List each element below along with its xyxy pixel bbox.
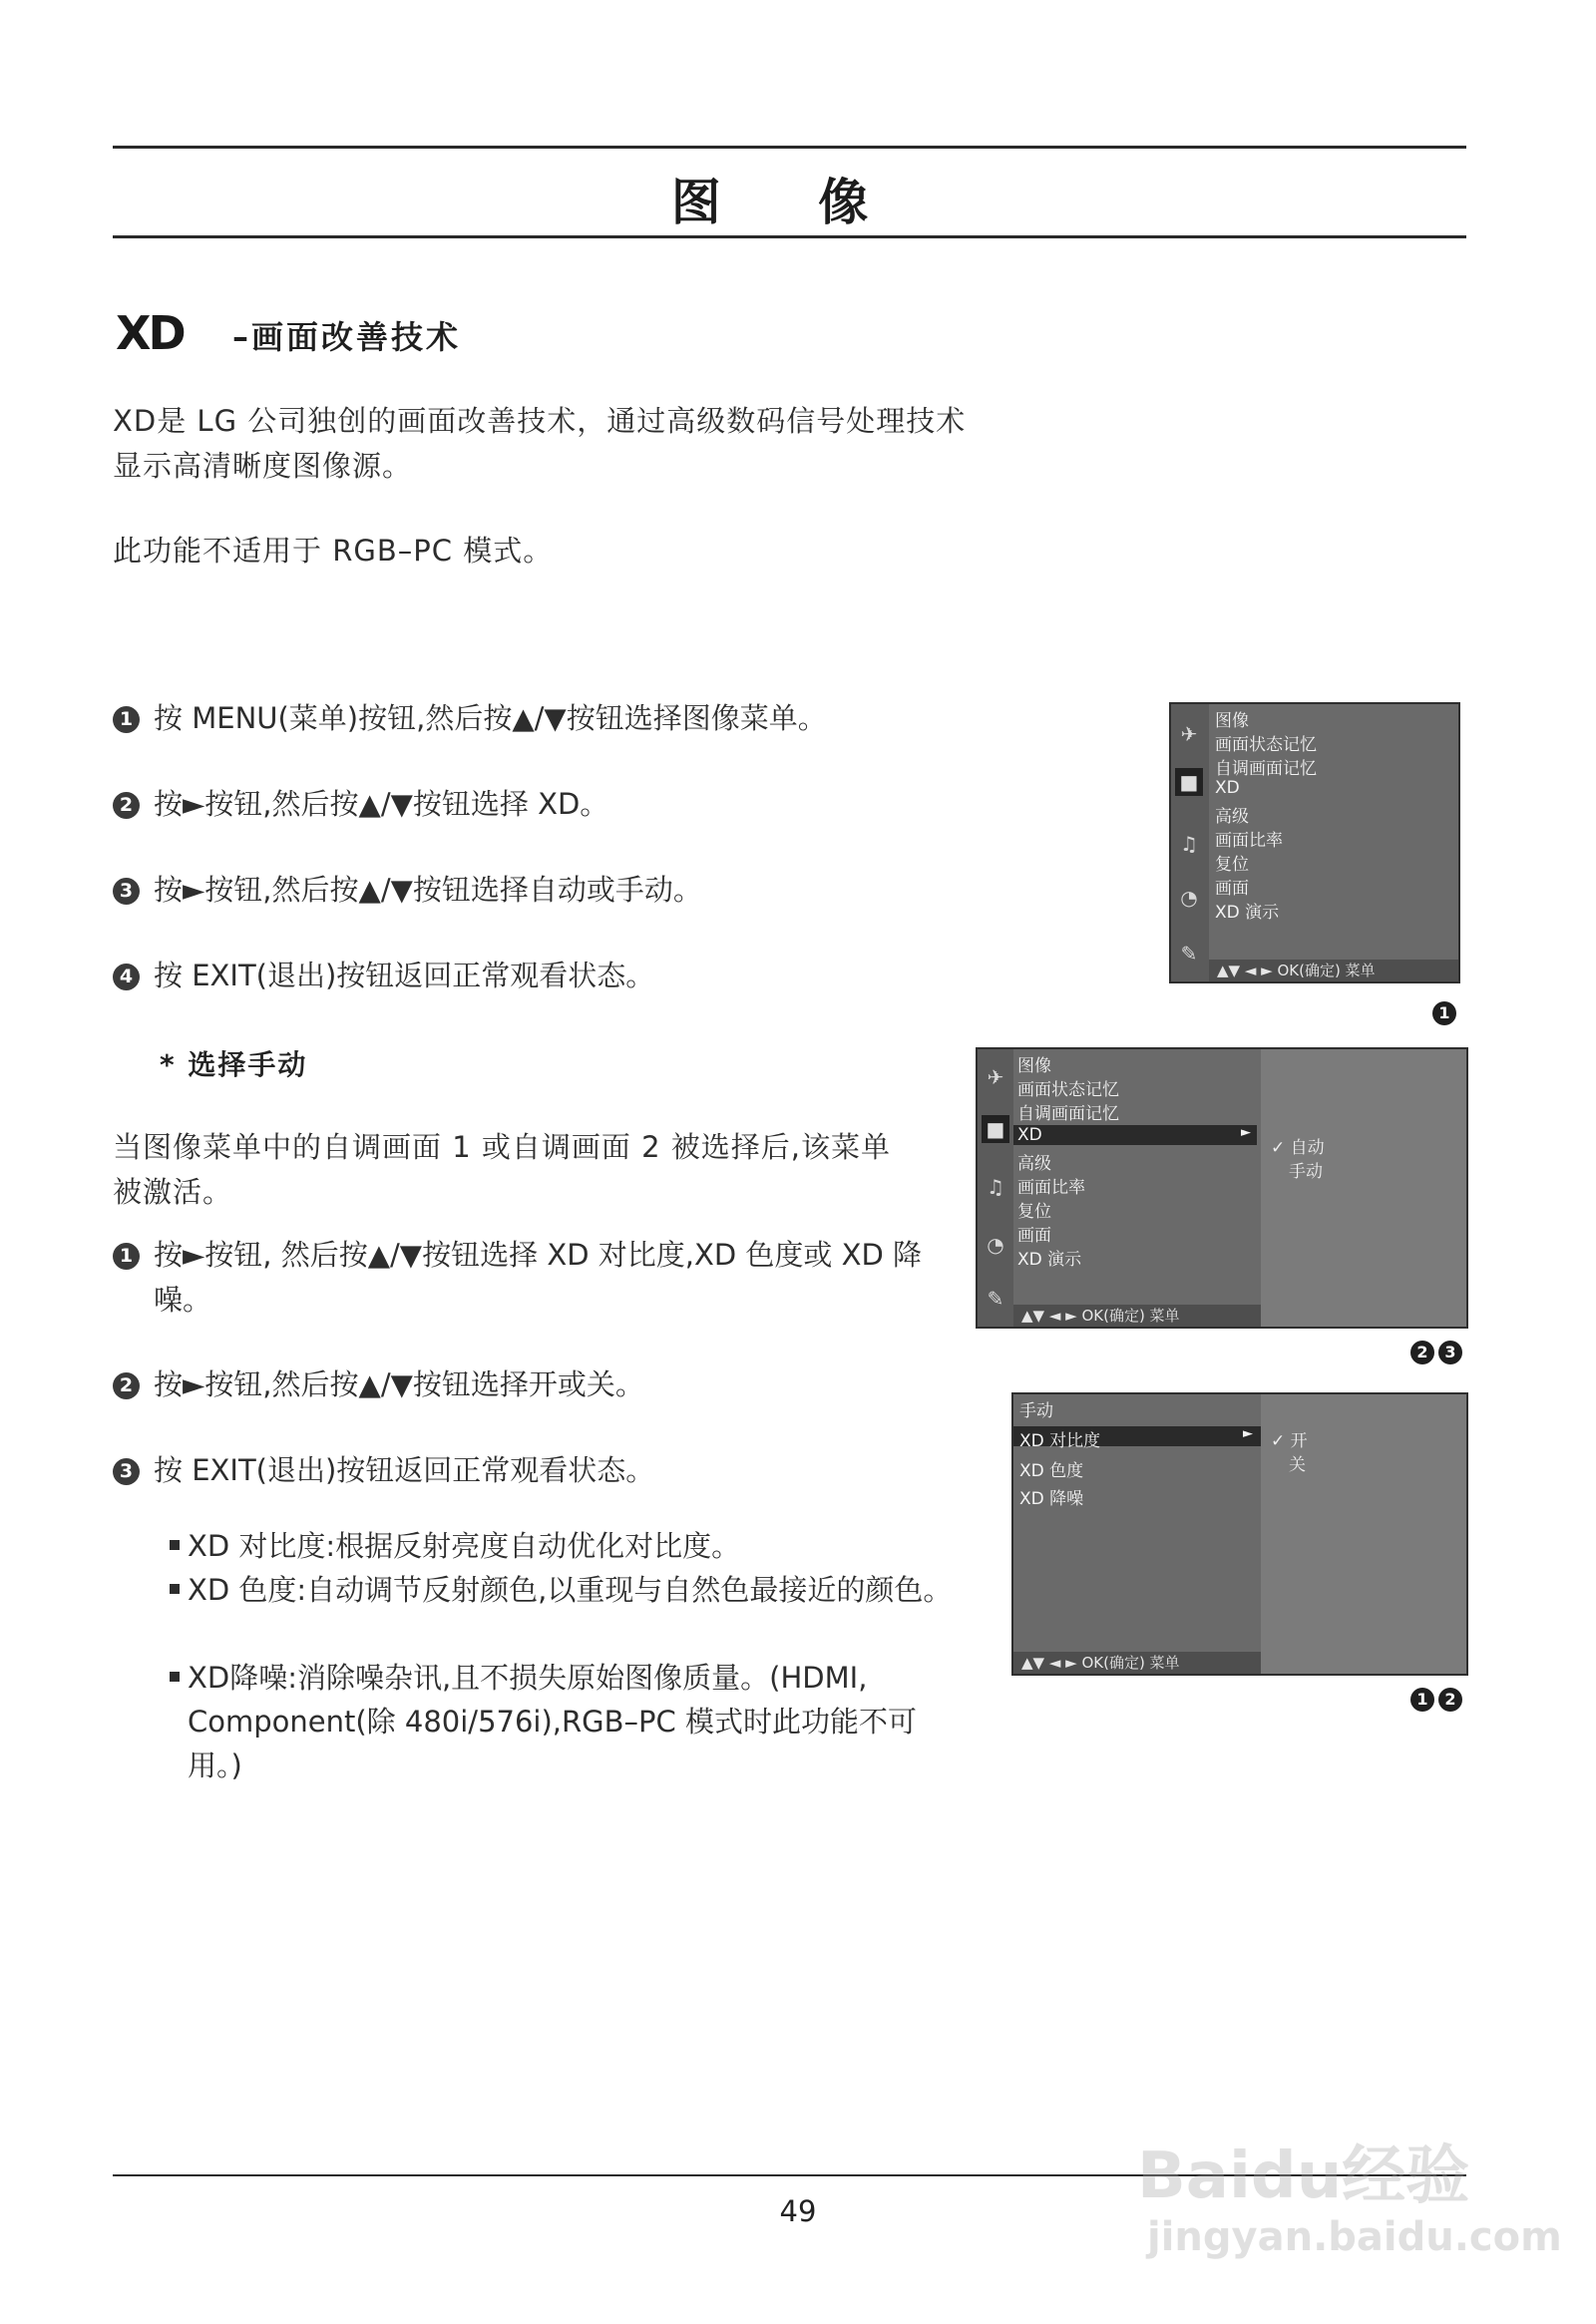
xd-logo	[116, 311, 225, 353]
disc-icon: ◔	[987, 1233, 1004, 1257]
osd-help-bar: ▲▼ ◄ ► OK(确定) 菜单	[1013, 1305, 1261, 1327]
ref-number: 2	[1438, 1688, 1462, 1712]
step-text: 按►按钮, 然后按▲/▼按钮选择 XD 对比度,XD 色度或 XD 降噪。	[154, 1238, 923, 1317]
osd-item-xd-noise[interactable]: XD 降噪	[1019, 1489, 1084, 1509]
watermark-brand: Baidu经验	[1137, 2139, 1470, 2213]
step-text: 按►按钮,然后按▲/▼按钮选择开或关。	[154, 1367, 644, 1401]
arrow-right-icon: ►	[1243, 1426, 1253, 1441]
step-1	[113, 696, 1010, 741]
osd-menu-title: 图像	[1017, 1056, 1051, 1076]
page-title: 图 像	[670, 174, 909, 231]
osd-icon-column	[978, 1049, 1013, 1327]
intro-note: 此功能不适用于 RGB–PC 模式。	[113, 534, 554, 568]
audio-icon: ♫	[1180, 832, 1198, 856]
osd-icon-column	[1171, 704, 1209, 981]
step-number: 3	[113, 1458, 140, 1485]
screen2-ref	[1410, 1341, 1462, 1364]
watermark-url: jingyan.baidu.com	[1147, 2214, 1562, 2260]
ref-number: 2	[1410, 1341, 1434, 1364]
bullet-xd-color	[170, 1568, 968, 1612]
satellite-icon: ✈	[987, 1065, 1004, 1089]
intro-paragraph: XD是 LG 公司独创的画面改善技术，通过高级数码信号处理技术显示高清晰度图像源。	[113, 404, 967, 483]
osd-option-off[interactable]: 关	[1289, 1455, 1306, 1475]
manual-step-2	[113, 1362, 1010, 1407]
osd-item-xd-label: XD	[1017, 1125, 1042, 1145]
manual-step-1	[113, 1233, 1010, 1323]
bullet-square	[170, 1584, 180, 1594]
osd-item-screen[interactable]: 画面	[1017, 1226, 1051, 1246]
osd-help-bar: ▲▼ ◄ ► OK(确定) 菜单	[1209, 960, 1458, 981]
osd-item-screen[interactable]: 画面	[1215, 879, 1249, 899]
osd-picture-menu	[1169, 702, 1460, 983]
step-2	[113, 782, 1010, 827]
top-rule	[113, 146, 1466, 149]
bullet-text: XD 对比度:根据反射亮度自动优化对比度。	[188, 1529, 741, 1563]
step-text: 按 MENU(菜单)按钮,然后按▲/▼按钮选择图像菜单。	[154, 701, 827, 735]
osd-menu-title: 手动	[1019, 1401, 1053, 1421]
step-3	[113, 868, 1010, 913]
osd-item-xd-demo[interactable]: XD 演示	[1017, 1250, 1082, 1270]
ref-number: 1	[1432, 1001, 1456, 1025]
tool-icon: ✎	[987, 1287, 1004, 1311]
step-number: 1	[113, 1243, 140, 1270]
step-number: 2	[113, 792, 140, 819]
page-number: 49	[779, 2194, 817, 2228]
step-4	[113, 954, 1010, 998]
osd-option-auto[interactable]: ✓ 自动	[1271, 1138, 1325, 1158]
section-title: –画面改善技术	[232, 318, 462, 356]
picture-icon: ■	[982, 1115, 1009, 1143]
arrow-right-icon: ►	[1241, 1125, 1251, 1140]
osd-option-on[interactable]: ✓ 开	[1271, 1431, 1308, 1451]
osd-submenu-panel	[1261, 1049, 1466, 1327]
osd-item-picture-mode[interactable]: 画面状态记忆	[1215, 735, 1317, 755]
osd-item-xd-demo[interactable]: XD 演示	[1215, 903, 1280, 923]
bullet-square	[170, 1672, 180, 1682]
bullet-xd-noise	[170, 1656, 968, 1787]
osd-help-bar: ▲▼ ◄ ► OK(确定) 菜单	[1013, 1652, 1261, 1674]
title-rule	[113, 235, 1466, 238]
step-number: 4	[113, 964, 140, 990]
manual-heading: * 选择手动	[160, 1048, 308, 1081]
step-number: 2	[113, 1372, 140, 1399]
bullet-text: XD 色度:自动调节反射颜色,以重现与自然色最接近的颜色。	[188, 1573, 953, 1607]
osd-item-advanced[interactable]: 高级	[1017, 1154, 1051, 1174]
tool-icon: ✎	[1180, 942, 1198, 966]
osd-manual-menu	[1011, 1392, 1468, 1676]
step-number: 3	[113, 878, 140, 905]
osd-item-xd-contrast-selected[interactable]	[1013, 1426, 1261, 1451]
step-number: 1	[113, 706, 140, 733]
osd-item-picture-mode[interactable]: 画面状态记忆	[1017, 1080, 1119, 1100]
osd-item-xd-color[interactable]: XD 色度	[1019, 1461, 1084, 1481]
baidu-watermark	[1137, 2085, 1562, 2294]
satellite-icon: ✈	[1180, 722, 1198, 746]
screen3-ref	[1410, 1688, 1462, 1712]
step-text: 按 EXIT(退出)按钮返回正常观看状态。	[154, 959, 655, 992]
osd-item-reset[interactable]: 复位	[1017, 1202, 1051, 1222]
osd-item-xd-selected[interactable]	[1013, 1125, 1257, 1145]
osd-item-advanced[interactable]: 高级	[1215, 807, 1249, 827]
osd-item-aspect-ratio[interactable]: 画面比率	[1017, 1178, 1085, 1198]
step-text: 按►按钮,然后按▲/▼按钮选择自动或手动。	[154, 873, 702, 907]
step-text: 按►按钮,然后按▲/▼按钮选择 XD。	[154, 787, 609, 821]
osd-menu-title: 图像	[1215, 711, 1249, 731]
disc-icon: ◔	[1180, 886, 1198, 910]
screen1-ref	[1432, 1001, 1456, 1025]
bullet-square	[170, 1540, 180, 1550]
ref-number: 1	[1410, 1688, 1434, 1712]
step-text: 按 EXIT(退出)按钮返回正常观看状态。	[154, 1453, 655, 1487]
bullet-text: XD降噪:消除噪杂讯,且不损失原始图像质量。(HDMI, Component(除 480i/576i),RGB–PC 模式时此功能不可用。)	[188, 1661, 917, 1782]
osd-item-xd-contrast-label: XD 对比度	[1019, 1431, 1101, 1451]
osd-item-custom-memory[interactable]: 自调画面记忆	[1215, 759, 1317, 779]
manual-step-3	[113, 1448, 1010, 1493]
manual-intro: 当图像菜单中的自调画面 1 或自调画面 2 被选择后,该菜单被激活。	[113, 1130, 891, 1209]
bullet-xd-contrast	[170, 1524, 968, 1568]
osd-item-custom-memory[interactable]: 自调画面记忆	[1017, 1104, 1119, 1124]
ref-number: 3	[1438, 1341, 1462, 1364]
osd-xd-menu	[976, 1047, 1468, 1329]
picture-icon: ■	[1175, 768, 1203, 796]
osd-item-aspect-ratio[interactable]: 画面比率	[1215, 831, 1283, 851]
osd-item-reset[interactable]: 复位	[1215, 855, 1249, 875]
osd-option-manual[interactable]: 手动	[1289, 1162, 1323, 1182]
svg-text:XD: XD	[116, 311, 184, 353]
audio-icon: ♫	[987, 1175, 1004, 1199]
osd-item-xd[interactable]: XD	[1215, 778, 1240, 798]
